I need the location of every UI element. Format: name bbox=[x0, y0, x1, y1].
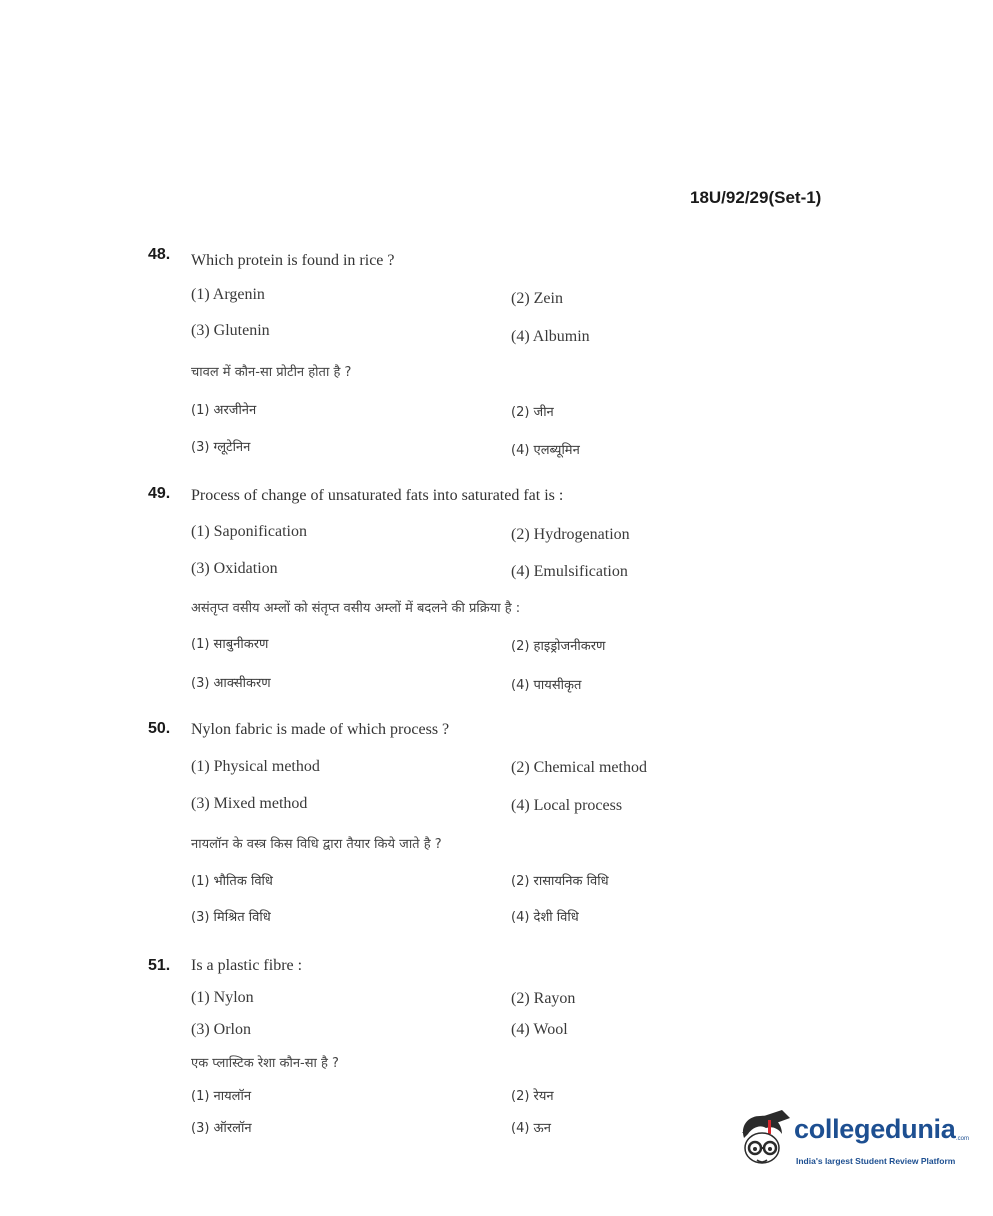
hindi-option-1: (1) भौतिक विधि bbox=[191, 874, 273, 889]
question-number: 49. bbox=[148, 485, 171, 502]
option-1: (1) Nylon bbox=[191, 989, 254, 1006]
logo-wordmark: collegedunia bbox=[794, 1114, 956, 1144]
question-text-hindi: असंतृप्त वसीय अम्लों को संतृप्त वसीय अम्लों में बदलने की प्रक्रिया है : bbox=[191, 601, 521, 616]
option-3: (3) Oxidation bbox=[191, 560, 278, 577]
option-3: (3) Orlon bbox=[191, 1021, 251, 1038]
question-number: 48. bbox=[148, 246, 171, 263]
hindi-option-3: (3) मिश्रित विधि bbox=[191, 910, 271, 925]
option-2: (2) Zein bbox=[511, 290, 563, 307]
hindi-option-4: (4) देशी विधि bbox=[511, 910, 579, 925]
question-number: 51. bbox=[148, 957, 171, 974]
question-text: Nylon fabric is made of which process ? bbox=[191, 721, 450, 738]
hindi-option-2: (2) रासायनिक विधि bbox=[511, 874, 609, 889]
hindi-option-4: (4) पायसीकृत bbox=[511, 678, 582, 693]
hindi-option-2: (2) जीन bbox=[511, 405, 554, 420]
option-4: (4) Local process bbox=[511, 797, 623, 814]
page-code: 18U/92/29(Set-1) bbox=[690, 188, 822, 207]
hindi-option-3: (3) ऑरलॉन bbox=[191, 1121, 252, 1136]
hindi-option-1: (1) अरजीनेन bbox=[191, 403, 257, 418]
hindi-option-1: (1) नायलॉन bbox=[191, 1089, 252, 1104]
option-3: (3) Glutenin bbox=[191, 322, 270, 339]
option-1: (1) Saponification bbox=[191, 523, 307, 540]
option-2: (2) Chemical method bbox=[511, 759, 647, 776]
student-mascot-icon bbox=[738, 1108, 790, 1170]
hindi-option-2: (2) रेयन bbox=[511, 1089, 554, 1104]
option-2: (2) Rayon bbox=[511, 990, 576, 1007]
hindi-option-4: (4) ऊन bbox=[511, 1121, 551, 1136]
option-4: (4) Albumin bbox=[511, 328, 590, 345]
hindi-option-2: (2) हाइड्रोजनीकरण bbox=[511, 639, 606, 654]
option-4: (4) Wool bbox=[511, 1021, 568, 1038]
question-text-hindi: चावल में कौन-सा प्रोटीन होता है ? bbox=[191, 365, 352, 380]
question-text-hindi: नायलॉन के वस्त्र किस विधि द्वारा तैयार किये जाते है ? bbox=[191, 837, 442, 852]
logo-domain-suffix: .com bbox=[956, 1136, 970, 1142]
question-text: Process of change of unsaturated fats into saturated fat is : bbox=[191, 487, 564, 504]
option-4: (4) Emulsification bbox=[511, 563, 628, 580]
option-2: (2) Hydrogenation bbox=[511, 526, 630, 543]
logo-tagline: India's largest Student Review Platform bbox=[796, 1156, 956, 1166]
option-1: (1) Physical method bbox=[191, 758, 320, 775]
question-number: 50. bbox=[148, 720, 171, 737]
hindi-option-1: (1) साबुनीकरण bbox=[191, 637, 269, 652]
collegedunia-logo[interactable] bbox=[738, 1108, 970, 1178]
option-3: (3) Mixed method bbox=[191, 795, 308, 812]
question-text-hindi: एक प्लास्टिक रेशा कौन-सा है ? bbox=[191, 1056, 339, 1071]
question-text: Is a plastic fibre : bbox=[191, 957, 303, 974]
hindi-option-3: (3) आक्सीकरण bbox=[191, 676, 271, 691]
hindi-option-4: (4) एलब्यूमिन bbox=[511, 443, 580, 458]
option-1: (1) Argenin bbox=[191, 286, 265, 303]
hindi-option-3: (3) ग्लूटेनिन bbox=[191, 440, 251, 455]
question-text: Which protein is found in rice ? bbox=[191, 252, 395, 269]
